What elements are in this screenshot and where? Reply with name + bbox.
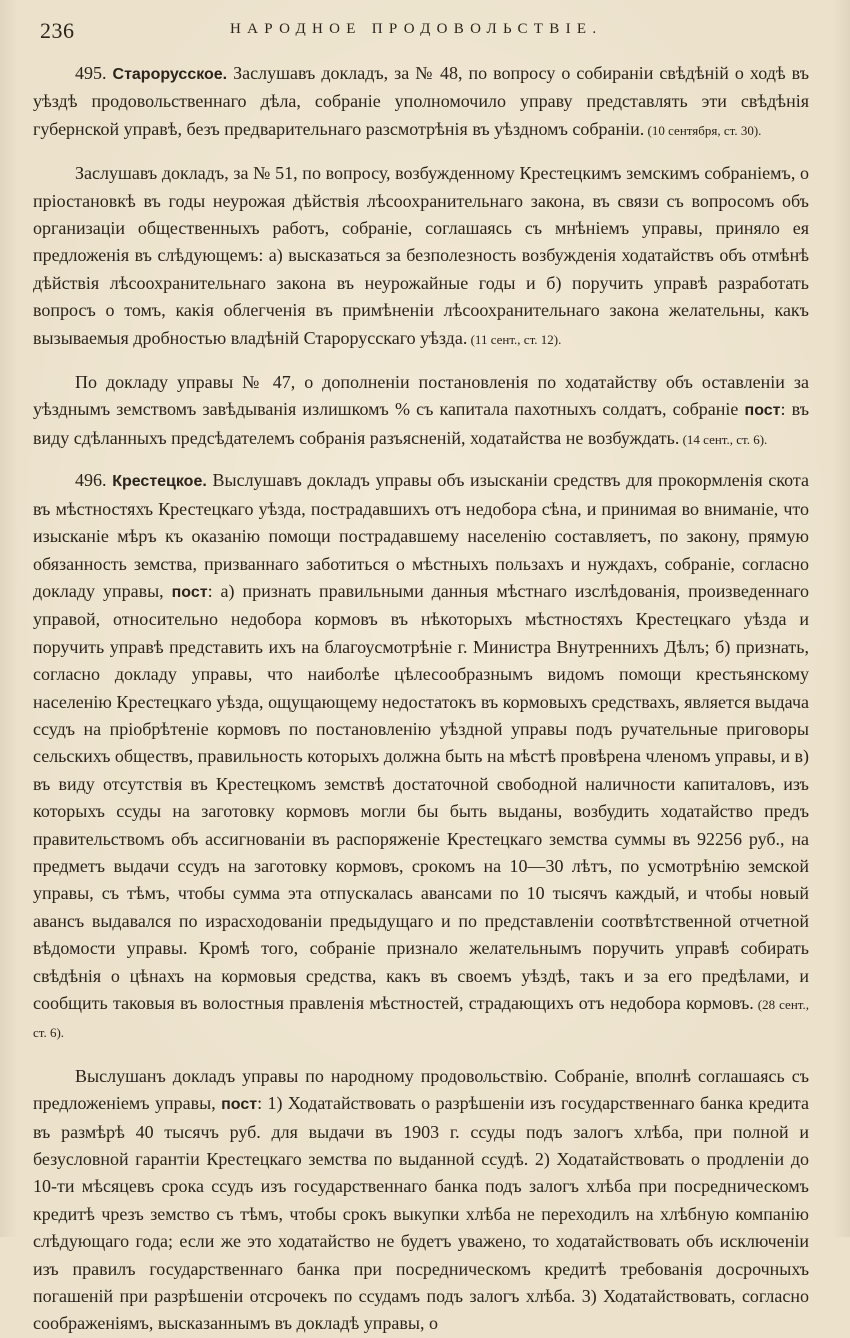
paragraph-number: 496.	[75, 470, 107, 491]
paragraph-text-continued: : въ виду сдѣланныхъ предсѣдателемъ собранія разъясненій, ходатайства не возбуждать.	[33, 399, 809, 448]
paragraph-text-continued: : а) признать правильными данныя мѣстнаго изслѣдованія, произведеннаго управой, относительно недобора кормовъ въ нѣкоторыхъ мѣстностяхъ Крестецкаго уѣзда и поручить управѣ представить ихъ на благоусмотрѣніе г. Министра Внутреннихъ Дѣлъ; б) признать, согласно докладу управы, что наиболѣе цѣлесообразнымъ видомъ помощи крестьянскому населенію Крестецкаго уѣзда, ощущающему недостатокъ въ кормовыхъ средствахъ, является выдача ссудъ на пріобрѣтеніе кормовъ по постановленію уѣздной управы подъ ручательные приговоры сельскихъ обществъ, правильность которыхъ должна быть на мѣстѣ провѣрена членомъ управы, и в) въ виду отсутствія въ Крестецкомъ земствѣ достаточной свободной наличности капиталовъ, изъ которыхъ ссуды на заготовку кормовъ могли бы быть выданы, возбудить ходатайство предъ правительствомъ объ ассигнованіи въ распоряженіе Крестецкаго земства суммы въ 92256 руб., на предметъ выдачи ссудъ на заготовку кормовъ, срокомъ на 10—30 лѣтъ, по усмотрѣнію земской управы, съ тѣмъ, чтобы сумма эта отпускалась авансами по 10 тысячъ каждый, и чтобы новый авансъ выдавался по израсходованіи предыдущаго и по представленіи соотвѣтственной отчетной вѣдомости управы. Кромѣ того, собраніе признало желательнымъ поручить управѣ собирать свѣдѣнія о цѣнахъ на кормовыя средства, какъ въ своемъ уѣздѣ, такъ и за его предѣлами, и сообщить таковыя въ волостныя правленія мѣстностей, страдающихъ отъ недобора кормовъ.	[33, 580, 810, 1013]
session-reference: (14 сент., ст. 6).	[679, 431, 768, 447]
paragraph-text: Выслушавъ докладъ управы объ изысканіи средствъ для прокормленія скота въ мѣстностяхъ Крестецкаго уѣзда, пострадавшихъ отъ недобора сѣна, и принимая во вниманіе, что изысканіе мѣръ къ оказанію помощи пострадавшему населенію составляетъ, по закону, прямую обязанность земства, призваннаго заботиться о мѣстныхъ пользахъ и нуждахъ, собраніе, согласно докладу управы,	[33, 470, 809, 601]
session-reference: (11 сент., ст. 12).	[467, 331, 562, 347]
paragraph-text: Выслушанъ докладъ управы по народному продовольствію. Собраніе, вполнѣ соглашаясь съ предложеніемъ управы,	[33, 1065, 809, 1114]
resolution-abbreviation: пост	[744, 402, 781, 420]
resolution-abbreviation: пост	[221, 1096, 258, 1114]
page-number: 236	[40, 18, 75, 43]
paragraph-report-47	[33, 369, 809, 453]
paragraph-text: По докладу управы № 47, о дополненіи постановленія по ходатайству объ оставленіи за уѣзднымъ земствомъ завѣдыванія излишкомъ % съ капитала пахотныхъ солдатъ, собраніе	[33, 372, 809, 420]
paragraph-496	[33, 467, 809, 1047]
session-reference: (28 сент., ст. 6).	[33, 997, 809, 1041]
paragraph-food-report	[33, 1063, 809, 1338]
paragraph-number: 495.	[75, 63, 107, 83]
session-reference: (10 сентября, ст. 30).	[644, 122, 762, 138]
page-body	[33, 60, 809, 1338]
paragraph-text-continued: : 1) Ходатайствовать о разрѣшеніи изъ государственнаго банка кредита въ размѣрѣ 40 тысячъ руб. для выдачи въ 1903 г. ссуды подъ залогъ хлѣба, при полной и безусловной гарантіи Крестецкаго земства по выданной ссудѣ. 2) Ходатайствовать о продленіи до 10-ти мѣсяцевъ срока ссудъ изъ государственнаго банка подъ залогъ хлѣба при посредническомъ кредитѣ чрезъ земство съ тѣмъ, чтобы срокъ выкупки хлѣба не переходилъ на хлѣбную компанію слѣдующаго года; если же это ходатайство не будетъ уважено, то ходатайствовать объ исключеніи изъ правилъ государственнаго банка при посредническомъ кредитѣ требованія досрочныхъ погашеній при разрѣшеніи отсрочекъ по ссудамъ подъ залогъ хлѣба. 3) Ходатайствовать, согласно соображеніямъ, высказаннымъ въ докладѣ управы, о	[33, 1093, 809, 1334]
paragraph-495	[33, 60, 809, 144]
paragraph-text: Заслушавъ докладъ, за № 51, по вопросу, возбужденному Крестецкимъ земскимъ собраніемъ, о пріостановкѣ въ годы неурожая дѣйствія лѣсоохранительнаго закона, въ связи съ вопросомъ объ организаціи общественныхъ работъ, собраніе, соглашаясь съ мнѣніемъ управы, приняло ея предложенія въ слѣдующемъ: а) высказаться за безполезность возбужденія ходатайствъ объ отмѣнѣ дѣйствія лѣсоохранительнаго закона въ неурожайные годы и б) поручить управѣ разработать вопросъ о томъ, какія облегченія въ примѣненіи лѣсоохранительнаго закона желательны, какъ вызываемыя дробностью владѣній Старорусскаго уѣзда.	[33, 163, 809, 348]
paragraph-heading: Крестецкое.	[112, 473, 207, 491]
paragraph-text: Заслушавъ докладъ, за № 48, по вопросу о собираніи свѣдѣній о ходѣ въ уѣздѣ продовольственнаго дѣла, собраніе уполномочило управу представлять эти свѣдѣнія губернской управѣ, безъ предварительнаго разсмотрѣнія въ уѣздномъ собраніи.	[33, 63, 809, 139]
paragraph-report-51	[33, 160, 809, 353]
page-header	[40, 18, 810, 48]
paragraph-heading: Старорусское.	[112, 66, 228, 83]
resolution-abbreviation: пост	[171, 583, 208, 601]
running-title: НАРОДНОЕ ПРОДОВОЛЬСТВІЕ.	[230, 21, 603, 37]
